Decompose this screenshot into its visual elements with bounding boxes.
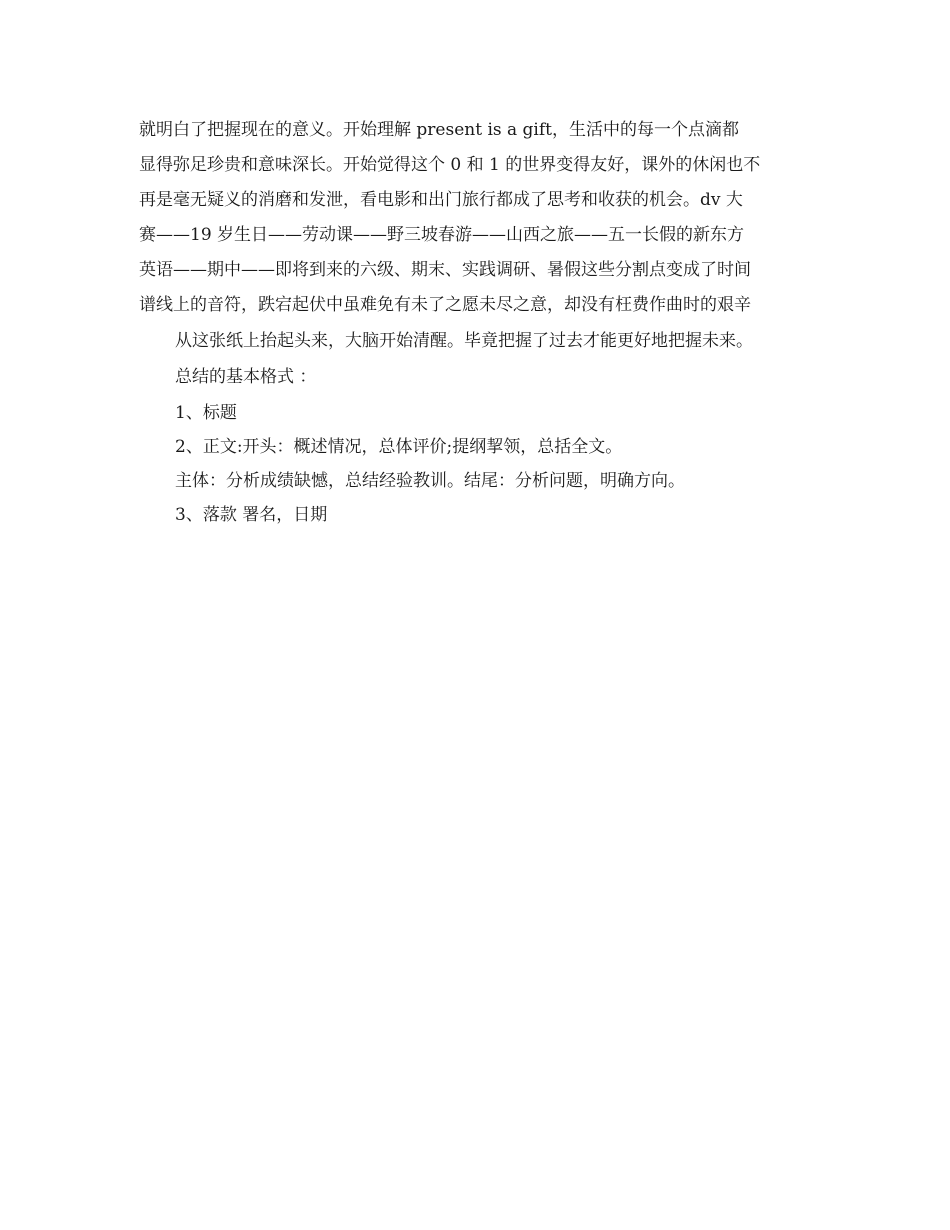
format-item-main: 主体：分析成绩缺憾，总结经验教训。结尾：分析问题，明确方向。 bbox=[175, 471, 685, 491]
paragraph-line-4: 赛——19 岁生日——劳动课——野三坡春游——山西之旅——五一长假的新东方 bbox=[139, 225, 745, 245]
format-heading: 总结的基本格式 ： bbox=[175, 367, 317, 387]
format-item-signature: 3、落款 署名，日期 bbox=[175, 505, 328, 525]
format-item-body: 2、正文:开头：概述情况，总体评价;提纲挈领，总括全文。 bbox=[175, 437, 623, 457]
paragraph-line-3: 再是毫无疑义的消磨和发泄，看电影和出门旅行都成了思考和收获的机会。dv 大 bbox=[139, 190, 743, 210]
paragraph-line-1: 就明白了把握现在的意义。开始理解 present is a gift，生活中的每一个点滴都 bbox=[139, 120, 739, 140]
paragraph-line-2: 显得弥足珍贵和意味深长。开始觉得这个 0 和 1 的世界变得友好，课外的休闲也不 bbox=[139, 155, 761, 175]
format-item-title: 1、标题 bbox=[175, 403, 237, 423]
closing-line: 从这张纸上抬起头来，大脑开始清醒。毕竟把握了过去才能更好地把握未来。 bbox=[175, 331, 753, 351]
paragraph-line-5: 英语——期中——即将到来的六级、期末、实践调研、暑假这些分割点变成了时间 bbox=[139, 260, 751, 280]
paragraph-line-6: 谱线上的音符，跌宕起伏中虽难免有未了之愿未尽之意，却没有枉费作曲时的艰辛 bbox=[139, 295, 751, 315]
